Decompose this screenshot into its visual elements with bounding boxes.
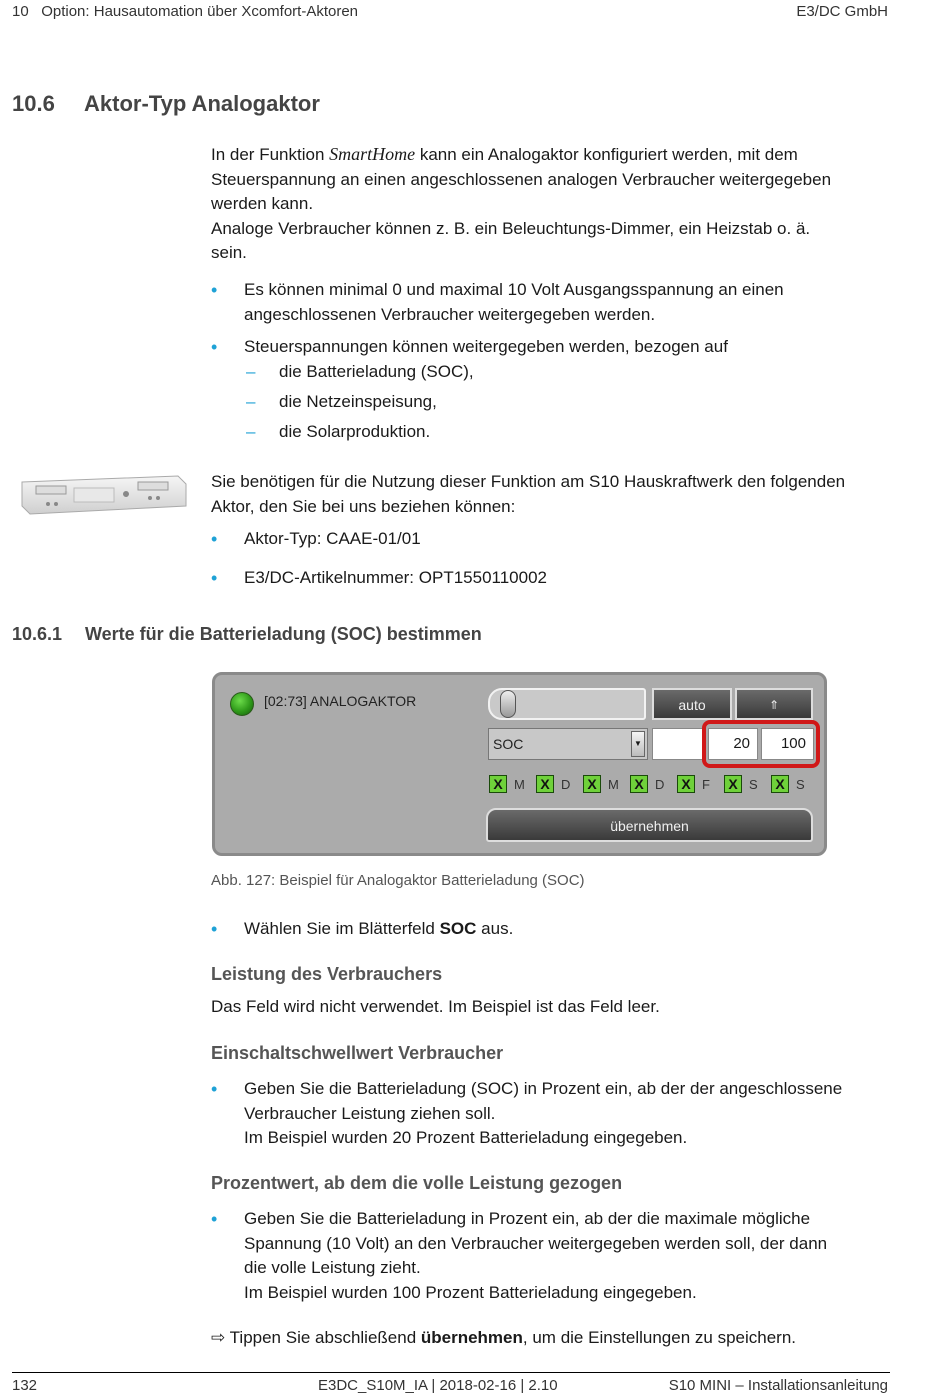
reference-select-value: SOC [493,736,524,752]
section-title: Aktor-Typ Analogaktor [84,91,320,116]
dash-glyph: – [246,392,256,411]
threshold-field[interactable]: 20 [708,728,758,760]
full-power-field[interactable]: 100 [761,728,814,760]
weekday-checkbox[interactable]: X [489,775,507,793]
slider-handle[interactable] [500,690,516,718]
status-led-icon [230,692,254,716]
actuator-device-image [18,470,188,518]
header-chapter-num: 10 [12,3,29,20]
highlight-frame [702,720,820,768]
dash-text: die Batterieladung (SOC), [279,362,474,381]
bullet-dot: • [211,568,218,588]
weekday-label: D [561,777,571,792]
intro-line: Steuerspannung an einen angeschlossenen analogen Verbraucher weitergegeben [211,169,832,189]
auto-button[interactable]: auto [652,688,732,720]
bullet-text: aus. [476,919,514,938]
bullet-text: Geben Sie die Batterieladung in Prozent ein, ab der die maximale mögliche [244,1209,811,1228]
intro-line: sein. [211,243,247,262]
dash-glyph: – [246,362,256,381]
subsection-number: 10.6.1 [12,624,63,644]
weekday-checkbox[interactable]: X [724,775,742,793]
bullet-dot: • [211,1209,218,1229]
intro-line: Analoge Verbraucher können z. B. ein Beleuchtungs-Dimmer, ein Heizstab o. ä. [211,218,811,238]
bullet-text: angeschlossenen Verbraucher weitergegeben werden. [244,304,656,324]
threshold-heading: Einschaltschwellwert Verbraucher [211,1043,504,1063]
bold-term: übernehmen [420,1328,523,1347]
document-id: E3DC_S10M_IA | 2018-02-16 | 2.10 [318,1377,558,1394]
bullet-text: Verbraucher Leistung ziehen soll. [244,1103,496,1123]
bullet-text: Aktor-Typ: CAAE-01/01 [244,529,421,548]
weekday-checkbox[interactable]: X [677,775,695,793]
intro-text: kann ein Analogaktor konfiguriert werden, mit dem [415,145,798,164]
smarthome-term: SmartHome [329,144,416,164]
dash-text: die Solarproduktion. [279,422,431,441]
intro-line: werden kann. [211,194,314,213]
weekday-label: D [655,777,665,792]
apply-button[interactable]: übernehmen [486,808,813,842]
bullet-dot: • [211,529,218,549]
power-field[interactable] [652,728,704,760]
bullet-text: Wählen Sie im Blätterfeld [244,919,440,938]
power-heading: Leistung des Verbrauchers [211,964,443,984]
bullet-text: Steuerspannungen können weitergegeben werden, bezogen auf [244,337,728,356]
weekday-label: F [702,777,710,792]
actuator-title: [02:73] ANALOGAKTOR [264,693,417,709]
header-chapter [12,3,358,20]
footer-divider [12,1372,890,1373]
weekday-label: M [514,777,525,792]
intro-text: In der Funktion [211,145,330,164]
final-text: Tippen Sie abschließend [225,1328,421,1347]
select-chevron-down-icon[interactable]: ▼ [631,731,645,757]
weekday-checkbox[interactable]: X [583,775,601,793]
weekday-label: M [608,777,619,792]
bullet-text: Spannung (10 Volt) an den Verbraucher weitergegeben werden soll, der dann [244,1233,828,1253]
dash-glyph: – [246,422,256,441]
requirement-line: Aktor, den Sie bei uns beziehen können: [211,496,516,516]
figure-caption: Abb. 127: Beispiel für Analogaktor Batterieladung (SOC) [211,872,585,889]
bullet-text: Geben Sie die Batterieladung (SOC) in Prozent ein, ab der der angeschlossene [244,1079,843,1098]
bullet-text: die volle Leistung zieht. [244,1258,421,1277]
subsection-title: Werte für die Batterieladung (SOC) bestimmen [85,624,482,644]
header-company: E3/DC GmbH [796,3,888,20]
weekday-checkbox[interactable]: X [771,775,789,793]
section-heading [12,91,320,117]
bullet-text: Im Beispiel wurden 100 Prozent Batterieladung eingegeben. [244,1282,697,1302]
bullet-dot: • [211,280,218,300]
final-text: , um die Einstellungen zu speichern. [522,1328,797,1347]
intro-paragraph [211,142,901,266]
section-number: 10.6 [12,91,55,116]
bullet-dot: • [211,919,218,939]
header-chapter-title: Option: Hausautomation über Xcomfort-Aktoren [41,3,359,20]
full-power-heading: Prozentwert, ab dem die volle Leistung gezogen [211,1173,623,1193]
weekday-label: S [749,777,758,792]
bullet-text: Es können minimal 0 und maximal 10 Volt Ausgangsspannung an einen [244,280,784,299]
subsection-heading [12,624,482,645]
bold-term: SOC [439,919,477,938]
bullet-dot: • [211,337,218,357]
bullet-text: Im Beispiel wurden 20 Prozent Batterieladung eingegeben. [244,1128,688,1147]
requirement-paragraph [211,470,901,519]
page-number: 132 [12,1377,38,1394]
bullet-text: E3/DC-Artikelnummer: OPT1550110002 [244,568,547,587]
up-button[interactable]: ⇑ [735,688,813,720]
bullet-dot: • [211,1079,218,1099]
document-title: S10 MINI – Installationsanleitung [668,1377,888,1394]
final-instruction [211,1326,911,1351]
requirement-line: Sie benötigen für die Nutzung dieser Funktion am S10 Hauskraftwerk den folgenden [211,472,846,491]
weekday-checkbox[interactable]: X [630,775,648,793]
weekday-label: S [796,777,805,792]
power-text: Das Feld wird nicht verwendet. Im Beispiel ist das Feld leer. [211,997,660,1016]
arrow-right-icon: ⇨ [211,1328,226,1347]
dash-text: die Netzeinspeisung, [279,392,437,411]
weekday-checkbox[interactable]: X [536,775,554,793]
